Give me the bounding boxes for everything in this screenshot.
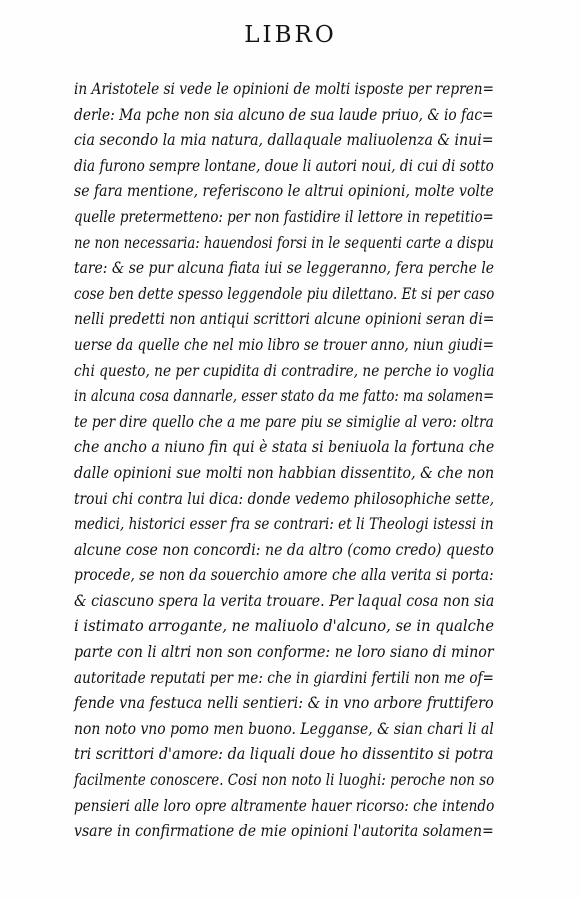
text-line: vsare in confirmatione de mie opinioni l'autorita solamen= — [74, 821, 494, 841]
text-line: i istimato arrogante, ne maliuolo d'alcuno, se in qualche — [74, 616, 495, 636]
text-line: tare: & se pur alcuna fiata iui se leggeranno, fera perche le — [74, 258, 495, 278]
text-line: quelle pretermetteno: per non fastidire il lettore in repetitio= — [74, 206, 494, 226]
text-line: in alcuna cosa dannarle, esser stato da me fatto: ma solamen= — [74, 386, 495, 406]
text-line: alcune cose non concordi: ne da altro (como credo) questo — [74, 539, 494, 559]
text-line: pensieri alle loro opre altramente hauer ricorso: che intendo — [74, 795, 495, 815]
running-head: LIBRO — [244, 22, 337, 48]
text-line: cose ben dette spesso leggendole piu dilettano. Et si per caso — [74, 283, 495, 303]
text-line: derle: Ma pche non sia alcuno de sua laude priuo, & io fac= — [74, 104, 494, 124]
text-line: uerse da quelle che nel mio libro se trouer anno, niun giudi= — [74, 334, 494, 354]
text-line: se fara mentione, referiscono le altrui opinioni, molte volte — [74, 181, 494, 201]
text-line: parte con li altri non son conforme: ne loro siano di minor — [74, 642, 494, 662]
text-line: nelli predetti non antiqui scrittori alcune opinioni seran di= — [74, 309, 495, 329]
text-line: tri scrittori d'amore: da liquali doue ho dissentito si potra — [74, 744, 494, 764]
text-line: dalle opinioni sue molti non habbian dissentito, & che non — [74, 462, 495, 482]
text-line: non noto vno pomo men buono. Legganse, & sian chari li al — [74, 718, 494, 738]
text-line: chi questo, ne per cupidita di contradire, ne perche io voglia — [74, 360, 495, 380]
text-line: autoritade reputati per me: che in giardini fertili non me of= — [74, 667, 494, 687]
text-line: ne non necessaria: hauendosi forsi in le sequenti carte a dispu — [74, 232, 494, 252]
text-line: in Aristotele si vede le opinioni de molti isposte per repren= — [74, 79, 494, 98]
text-line: te per dire quello che a me pare piu se simiglie al vero: oltra — [74, 411, 494, 431]
text-line: medici, historici esser fra se contrari: et li Theologi istessi in — [74, 514, 494, 534]
text-line: dia furono sempre lontane, doue li autori noui, di cui di sotto — [74, 155, 494, 175]
text-line: procede, se non da souerchio amore che alla verita si porta: — [74, 565, 494, 585]
text-line: & ciascuno spera la verita trouare. Per laqual cosa non sia — [74, 590, 495, 610]
text-line: troui chi contra lui dica: donde vedemo philosophiche sette, — [74, 488, 495, 508]
text-line: cia secondo la mia natura, dallaquale maliuolenza & inui= — [74, 130, 494, 150]
body-text — [74, 76, 494, 844]
text-line: che ancho a niuno fin qui è stata si beniuola la fortuna che — [74, 437, 495, 457]
text-line: fende vna festuca nelli sentieri: & in vno arbore fruttifero — [74, 693, 494, 713]
text-line: facilmente conoscere. Cosi non noto li luoghi: peroche non so — [74, 770, 495, 790]
